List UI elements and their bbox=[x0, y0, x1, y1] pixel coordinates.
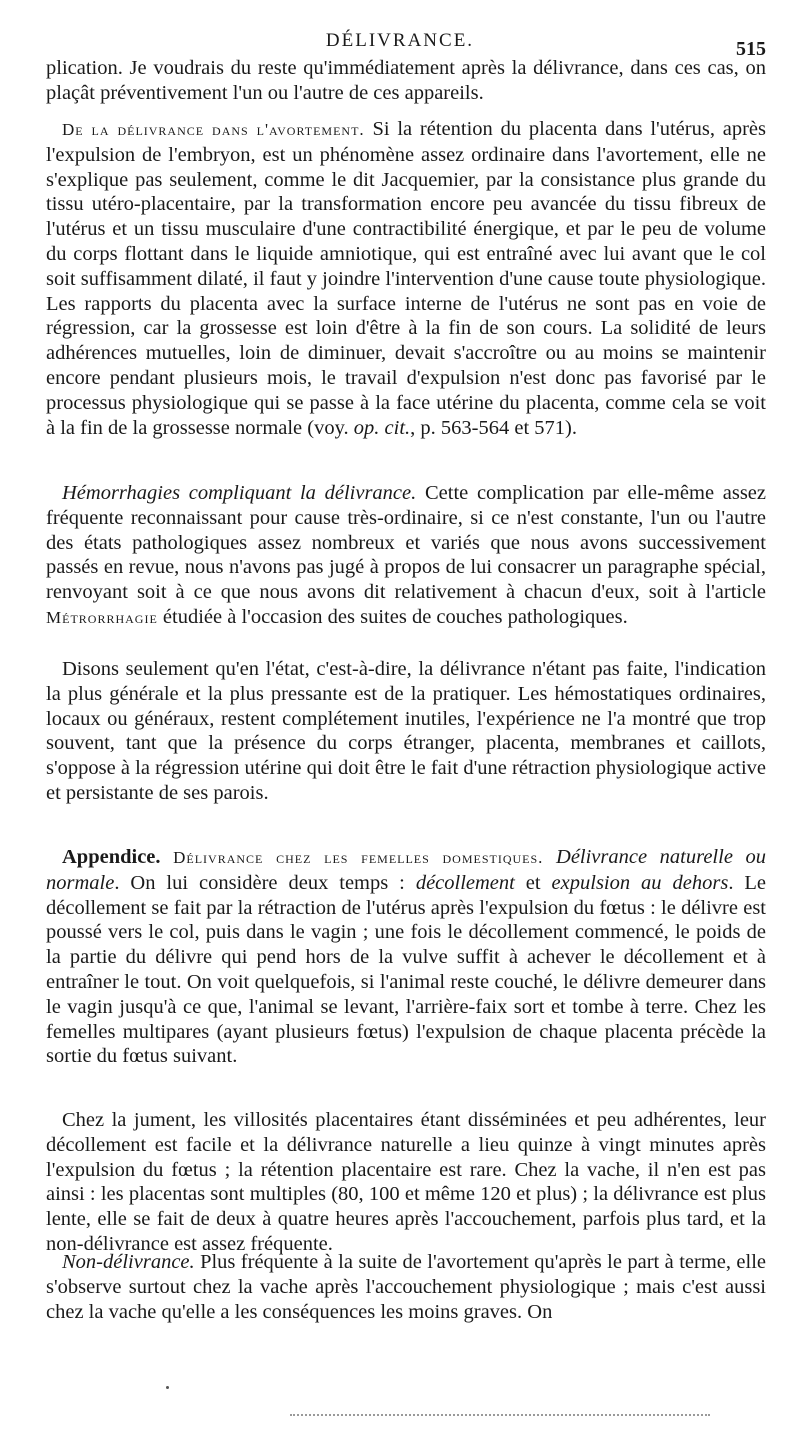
paragraph-text: . On lui considère deux temps : bbox=[114, 871, 416, 894]
cross-reference: Métrorrhagie bbox=[46, 607, 158, 627]
paragraph-text: Disons seulement qu'en l'état, c'est-à-dire, la délivrance n'étant pas faite, l'indication la plus générale et la plus pressante est de la pratiquer. Les hémostatiques ordinaires, locaux ou généraux, restent complétement inutiles, l'expérience ne l'a montré que trop souvent, tant que la présence du corps étranger, placenta, membranes et caillots, s'oppose à la régression utérine qui doit être le fait d'une rétraction physiologique active et persistante de ses parois. bbox=[46, 658, 766, 804]
paragraph-text: Plus fréquente à la suite de l'avortement qu'après le part à terme, elle s'observe surtout chez la vache après l'accouchement physiologique ; mais c'est aussi chez la vache qu'elle a les conséquences les moins graves. On bbox=[46, 1251, 766, 1323]
paragraph-jument bbox=[46, 1108, 766, 1257]
paragraph-text: Cette complication par elle-même assez fréquente reconnaissant pour cause très-ordinaire, si ce n'est constante, l'un ou l'autre des états pathologiques assez nombreux et variés que nous avons successivement passés en revue, nous n'avons pas jugé à propos de lui consacrer un paragraphe spécial, renvoyant soit à ce que nous avons dit relativement à chacun d'eux, soit à l'article bbox=[46, 482, 767, 604]
print-speck bbox=[166, 1386, 169, 1389]
paragraph-text: , p. 563-564 et 571). bbox=[410, 416, 577, 439]
citation: op. cit. bbox=[353, 416, 411, 439]
bleed-through-marks bbox=[290, 1414, 710, 1420]
paragraph-text: Chez la jument, les villosités placentaires étant disséminées et peu adhérentes, leur décollement est facile et la délivrance naturelle a lieu quinze à vingt minutes après l'expulsion du fœtus ; la rétention placentaire est rare. Chez la vache, il n'en est pas ainsi : les placentas sont multiples (80, 100 et même 120 et plus) ; la délivrance est plus lente, elle se fait de deux à quatre heures après l'accouchement, parfois plus tard, et la non-délivrance est assez fréquente. bbox=[46, 1109, 766, 1255]
page-number: 515 bbox=[736, 38, 766, 60]
paragraph-text: étudiée à l'occasion des suites de couches pathologiques. bbox=[157, 605, 628, 628]
appendix-label: Appendice. bbox=[62, 846, 161, 868]
paragraph-disons bbox=[46, 657, 766, 806]
paragraph-text: plication. Je voudrais du reste qu'immédiatement après la délivrance, dans ces cas, on plaçât préventivement l'un ou l'autre de ces appareils. bbox=[46, 57, 766, 104]
section-heading: Non-délivrance. bbox=[62, 1251, 195, 1273]
italic-term: Délivrance naturelle ou normale bbox=[46, 846, 766, 894]
section-heading: Hémorrhagies compliquant la délivrance. bbox=[62, 482, 417, 504]
paragraph-text: et bbox=[514, 871, 552, 894]
paragraph-non-delivrance bbox=[46, 1250, 766, 1324]
paragraph-continuation bbox=[46, 56, 766, 106]
italic-term: expulsion au dehors bbox=[551, 871, 729, 894]
paragraph-appendice bbox=[46, 845, 766, 1069]
paragraph-text: Si la rétention du placenta dans l'utérus, après l'expulsion de l'embryon, est un phénomène assez ordinaire dans l'avortement, elle ne s'explique pas seulement, comme le dit Jacquemier, par la consistance plus grande du tissu utéro-placentaire, par la transformation encore peu avancée du tissu fibreux de l'utérus et un tissu musculaire d'une contractibilité énergique, et par le peu de volume du corps flottant dans le liquide amniotique, qui est entraîné avec lui avant que le col soit suffisamment dilaté, il faut y joindre l'intervention d'une cause toute physiologique. Les rapports du placenta avec la surface interne de l'utérus ne sont pas en voie de régression, car la grossesse est loin d'être à la fin de son cours. La solidité de leurs adhérences mutuelles, loin de diminuer, devait s'accroître ou au moins se maintenir encore pendant plusieurs mois, le travail d'expulsion n'est donc pas favorisé par le processus physiologique qui se passe à la face utérine du placenta, comme cela se voit à la fin de la grossesse normale (voy. bbox=[46, 118, 767, 439]
italic-term: décollement bbox=[415, 871, 515, 894]
paragraph-avortement bbox=[46, 117, 766, 440]
running-header: DÉLIVRANCE. bbox=[325, 30, 475, 51]
paragraph-hemorrhagies bbox=[46, 481, 766, 631]
paragraph-text: . Le décollement se fait par la rétraction de l'utérus après l'expulsion du fœtus : le délivre est poussé vers le col, puis dans le vagin ; une fois le décollement commencé, le poids de la partie du délivre qui pend hors de la vulve suffit à achever le décollement et à entraîner le tout. On voit quelquefois, si l'animal reste couché, le délivre demeurer dans le vagin jusqu'à ce que, l'animal se levant, l'arrière-faix sort et tombe à terre. Chez les femelles multipares (ayant plusieurs fœtus) l'expulsion de chaque placenta précède la sortie du fœtus suivant. bbox=[46, 871, 767, 1068]
section-heading: De la délivrance dans l'avortement. bbox=[62, 120, 365, 139]
section-heading: Délivrance chez les femelles domestiques. bbox=[173, 848, 544, 867]
